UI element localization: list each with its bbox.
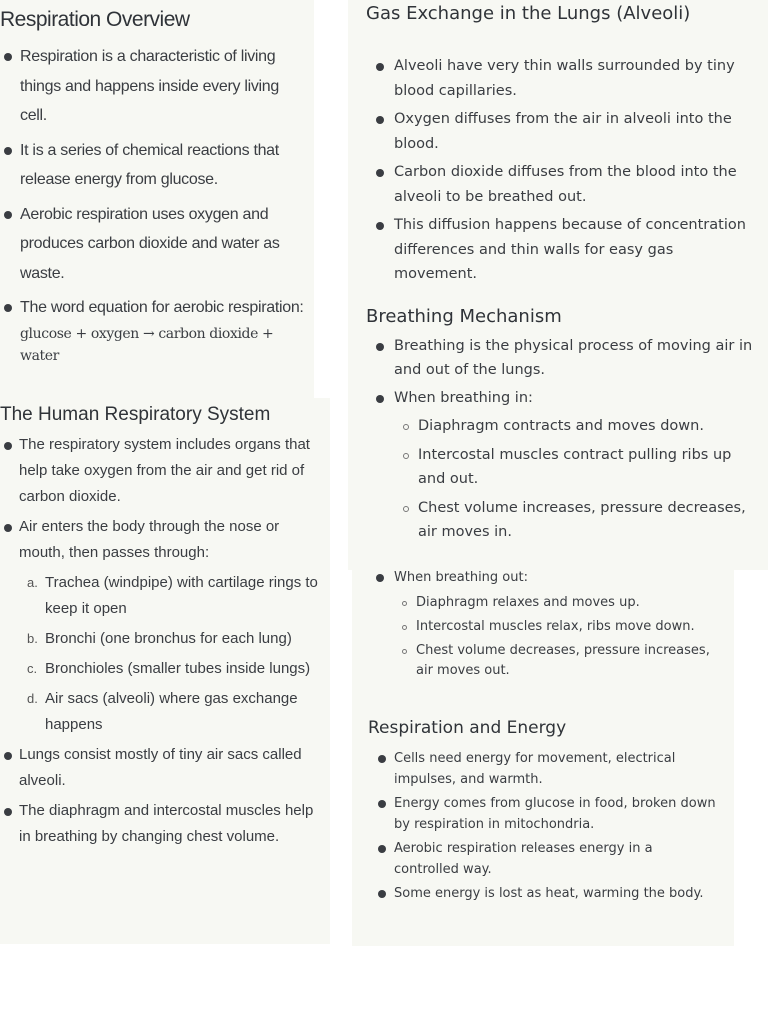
list-item (0, 514, 318, 738)
sublist-item-text: Bronchi (one bronchus for each lung) (45, 630, 292, 647)
list-item-text: Air enters the body through the nose or mouth, then passes through: (19, 518, 280, 561)
list-item (0, 293, 310, 367)
breathing-mechanism-heading: Breathing Mechanism (366, 306, 562, 327)
list-item: Carbon dioxide diffuses from the blood into the alveoli to be breathed out. (374, 160, 754, 209)
list-item (374, 386, 758, 544)
list-item: The diaphragm and intercostal muscles help in breathing by changing chest volume. (0, 798, 318, 850)
list-marker: b. (27, 631, 38, 646)
respiratory-system-section (0, 398, 330, 944)
sublist-item (19, 656, 318, 682)
list-item: Some energy is lost as heat, warming the body. (376, 883, 716, 904)
list-marker: c. (27, 661, 38, 676)
sublist-item: Diaphragm contracts and moves down. (394, 414, 758, 438)
sublist-item (19, 686, 318, 738)
list-marker: a. (27, 575, 38, 590)
gas-exchange-heading: Gas Exchange in the Lungs (Alveoli) (366, 3, 691, 24)
sublist-item: Chest volume decreases, pressure increases, air moves out. (394, 641, 724, 681)
respiratory-system-heading: The Human Respiratory System (0, 404, 271, 425)
sublist-item: Intercostal muscles contract pulling ribs up and out. (394, 443, 758, 491)
list-item: Aerobic respiration uses oxygen and produces carbon dioxide and water as waste. (0, 200, 310, 289)
breathing-mechanism-section (348, 296, 768, 570)
breathing-mechanism-list (374, 334, 758, 549)
word-equation-label: The word equation for aerobic respiration: (20, 299, 304, 316)
sublist-item: Diaphragm relaxes and moves up. (394, 593, 724, 613)
gas-exchange-list (374, 54, 754, 291)
respiration-energy-list (376, 748, 716, 907)
list-item: It is a series of chemical reactions that release energy from glucose. (0, 136, 310, 195)
list-item: Aerobic respiration releases energy in a controlled way. (376, 838, 716, 880)
respiration-overview-section (0, 0, 314, 398)
list-marker: d. (27, 691, 38, 706)
sublist-item-text: Bronchioles (smaller tubes inside lungs) (45, 660, 311, 677)
list-item: Breathing is the physical process of moving air in and out of the lungs. (374, 334, 758, 382)
airway-sublist (19, 570, 318, 738)
respiration-overview-list (0, 42, 310, 372)
list-item: Lungs consist mostly of tiny air sacs called alveoli. (0, 742, 318, 794)
respiration-overview-heading: Respiration Overview (0, 8, 190, 31)
list-item: Energy comes from glucose in food, broken down by respiration in mitochondria. (376, 793, 716, 835)
list-item: Cells need energy for movement, electrical impulses, and warmth. (376, 748, 716, 790)
gas-exchange-section (348, 0, 768, 296)
list-item: Respiration is a characteristic of living things and happens inside every living cell. (0, 42, 310, 131)
sublist-item: Intercostal muscles relax, ribs move down. (394, 617, 724, 637)
list-item: This diffusion happens because of concentration differences and thin walls for easy gas movement. (374, 213, 754, 287)
list-item: Oxygen diffuses from the air in alveoli into the blood. (374, 107, 754, 156)
respiration-energy-section (352, 704, 734, 946)
list-item: The respiratory system includes organs that help take oxygen from the air and get rid of carbon dioxide. (0, 432, 318, 510)
list-item-text: When breathing out: (394, 570, 528, 585)
breathing-out-section (352, 570, 734, 704)
list-item: Alveoli have very thin walls surrounded by tiny blood capillaries. (374, 54, 754, 103)
list-item-text: When breathing in: (394, 390, 533, 406)
sublist-item (19, 626, 318, 652)
breathing-out-sublist (394, 593, 724, 681)
breathing-out-list (374, 570, 724, 685)
respiration-energy-heading: Respiration and Energy (368, 718, 567, 738)
word-equation: glucose + oxygen → carbon dioxide + water (20, 325, 274, 364)
breathing-in-sublist (394, 414, 758, 544)
respiratory-system-list (0, 432, 318, 854)
sublist-item-text: Air sacs (alveoli) where gas exchange happens (45, 690, 298, 733)
sublist-item (19, 570, 318, 622)
list-item (374, 570, 724, 681)
sublist-item: Chest volume increases, pressure decreases, air moves in. (394, 496, 758, 544)
sublist-item-text: Trachea (windpipe) with cartilage rings to keep it open (45, 574, 318, 617)
